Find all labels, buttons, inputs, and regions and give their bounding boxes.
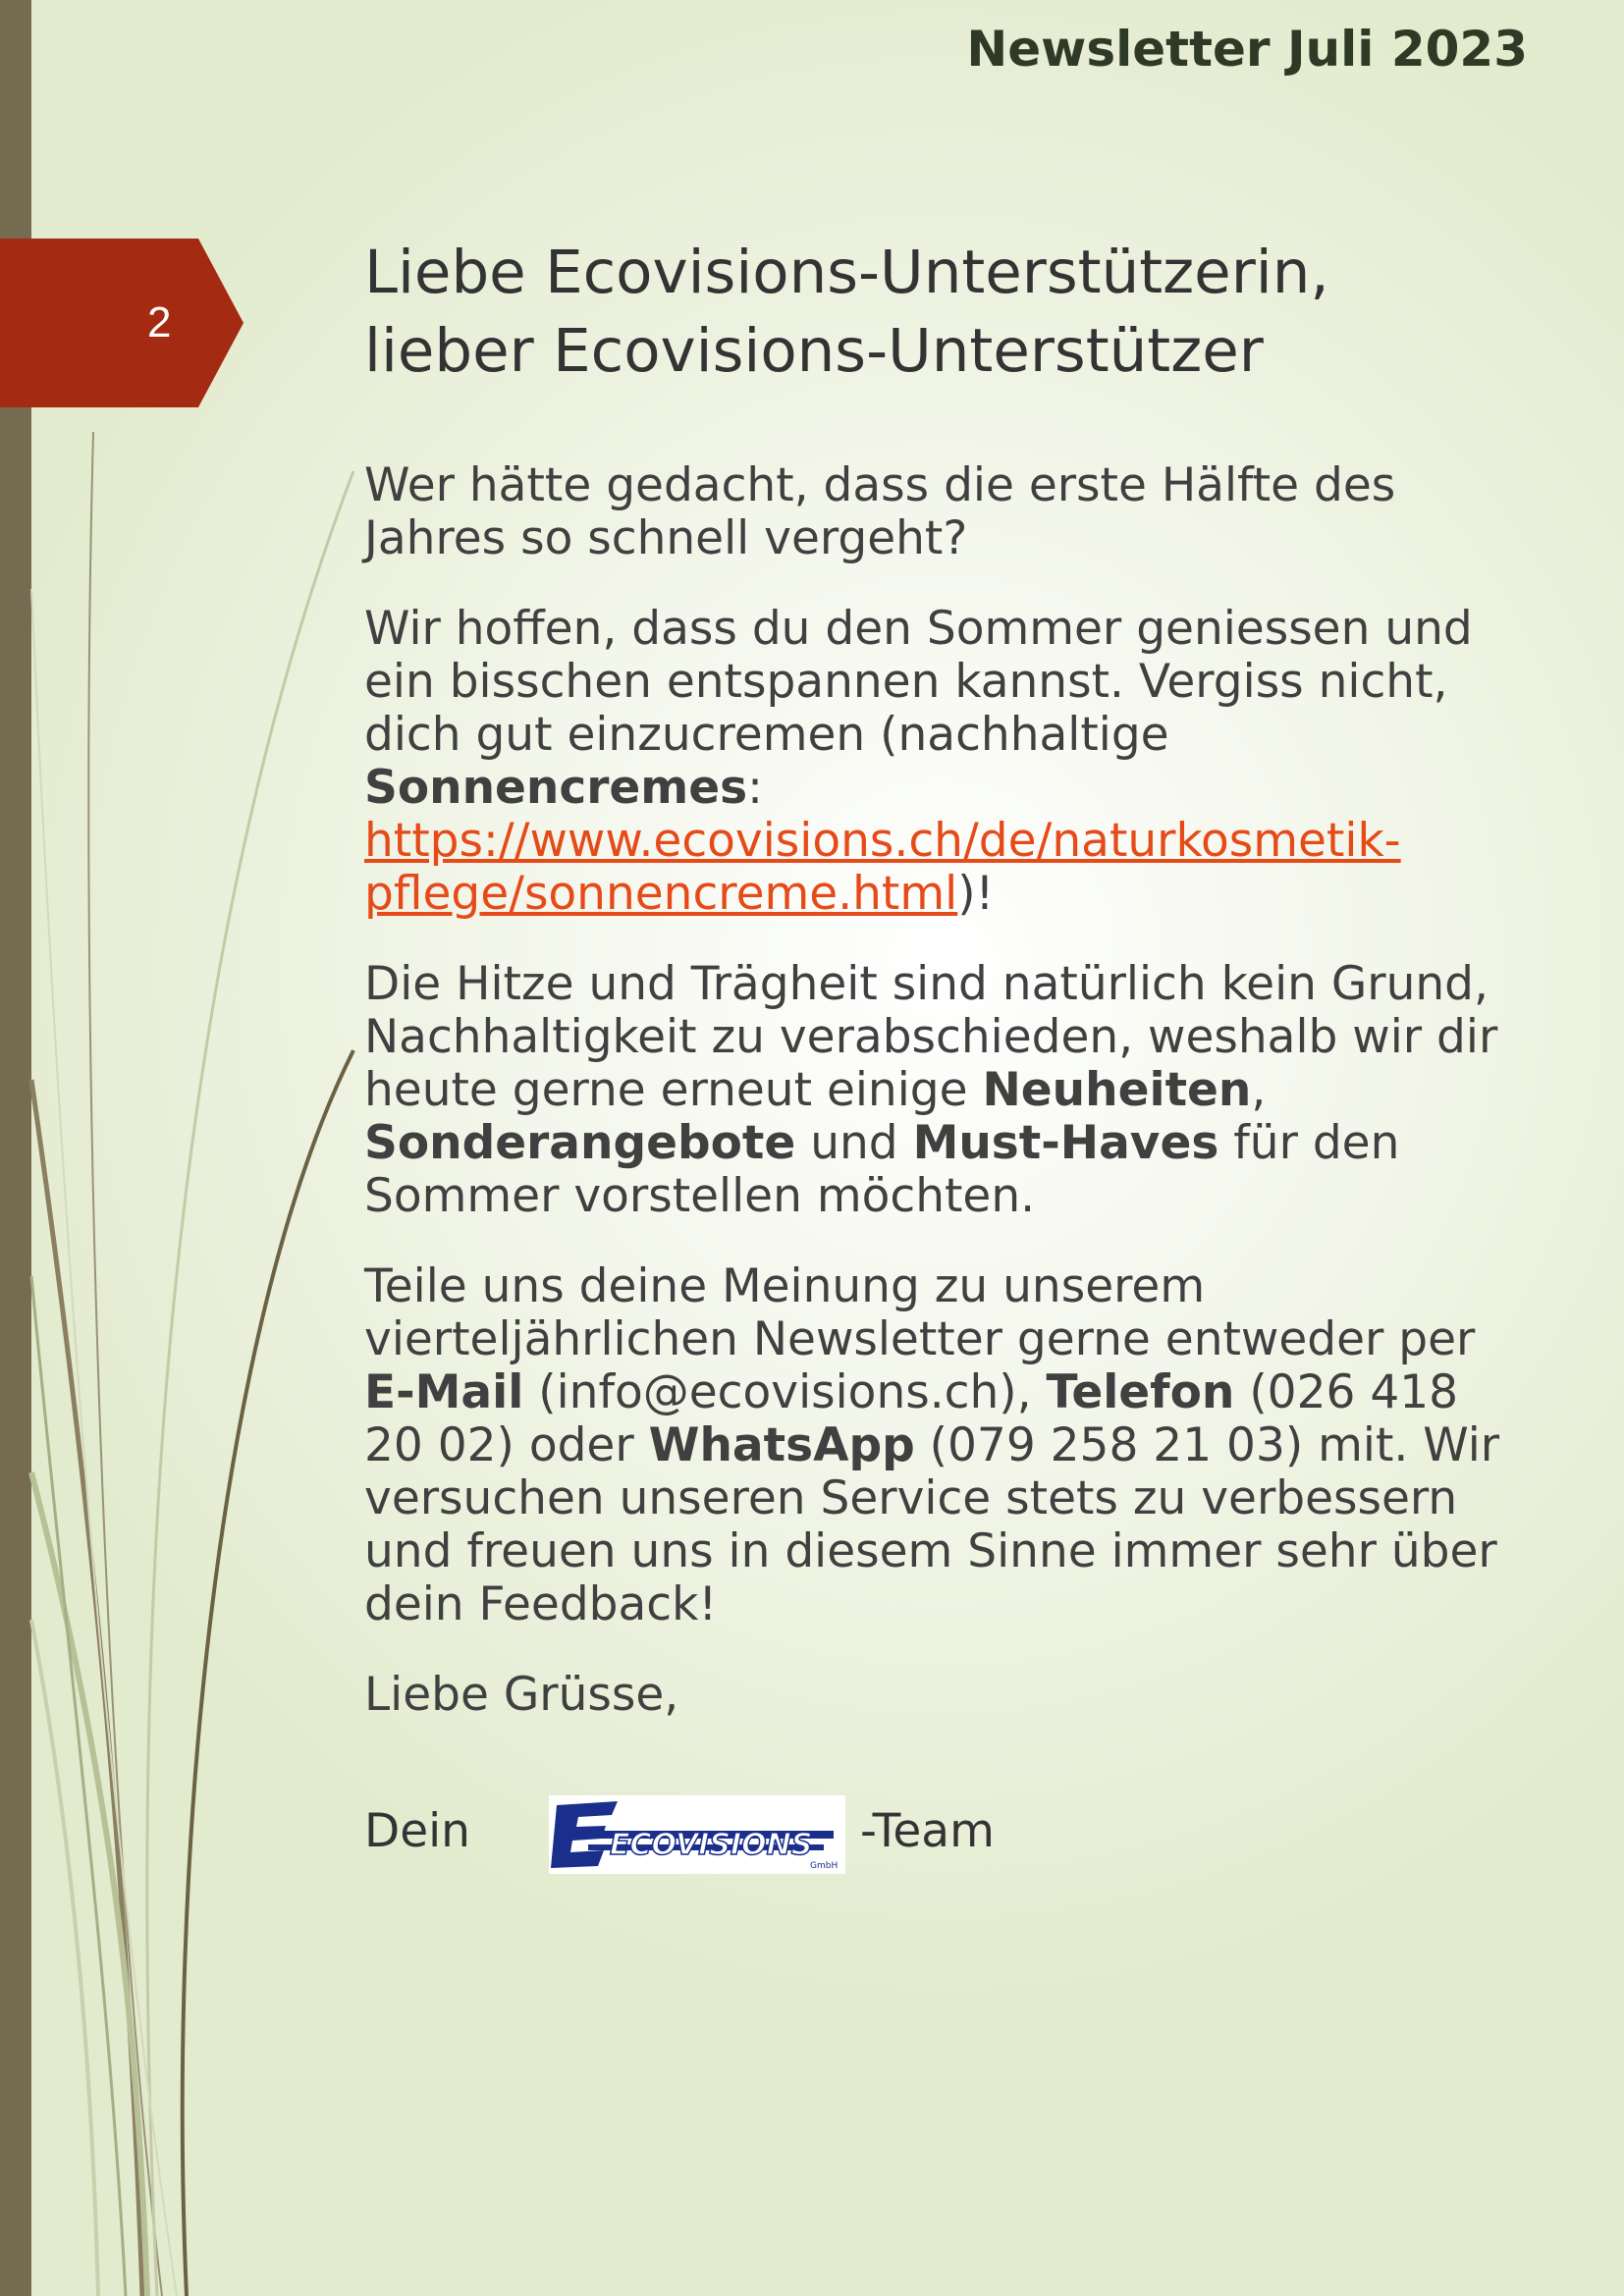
- page-number: 2: [147, 298, 172, 347]
- paragraph-text: ,: [1251, 1063, 1267, 1117]
- newsletter-body: [364, 459, 1508, 1759]
- logo-gmbh: GmbH: [810, 1861, 839, 1871]
- sunscreen-link[interactable]: https://www.ecovisions.ch/de/naturkosmetik-pflege/sonnencreme.html: [364, 814, 1401, 921]
- paragraph-text: Die Hitze und Trägheit sind natürlich kein Grund, Nachhaltigkeit zu verabschieden, weshalb wir dir heute gerne erneut einige: [364, 957, 1498, 1117]
- paragraph-intro: Wer hätte gedacht, dass die erste Hälfte des Jahres so schnell vergeht?: [364, 458, 1396, 565]
- logo-wordmark: ECOVISIONS: [610, 1828, 813, 1862]
- paragraph-text: (026 418 20 02) oder: [364, 1365, 1459, 1472]
- paragraph-text: Wir hoffen, dass du den Sommer geniessen und ein bisschen entspannen kannst. Vergiss nicht, dich gut einzucremen (nachhaltige: [364, 602, 1473, 762]
- paragraph-text: und: [795, 1116, 913, 1170]
- bold-sonderangebote: Sonderangebote: [364, 1116, 796, 1170]
- paragraph-sunscreen: [364, 603, 1508, 921]
- bold-must-haves: Must-Haves: [912, 1116, 1219, 1170]
- signoff-team: -Team: [860, 1804, 995, 1858]
- paragraph-text: (info@ecovisions.ch),: [523, 1365, 1047, 1419]
- signoff-dein: Dein: [364, 1804, 470, 1858]
- paragraph-greetings: Liebe Grüsse,: [364, 1668, 679, 1722]
- paragraph-text: (079 258 21 03) mit. Wir versuchen unseren Service stets zu verbessern und freuen uns in diesem Sinne immer sehr über dein Feedback!: [364, 1418, 1500, 1631]
- greeting-line-1: Liebe Ecovisions-Unterstützerin,: [364, 238, 1329, 307]
- paragraph-text: für den Sommer vorstellen möchten.: [364, 1116, 1400, 1223]
- paragraph-text: )!: [957, 867, 995, 921]
- paragraph-feedback: [364, 1260, 1508, 1631]
- bold-telefon: Telefon: [1046, 1365, 1235, 1419]
- greeting-line-2: lieber Ecovisions-Unterstützer: [364, 316, 1264, 386]
- page-number-tab: [0, 239, 244, 407]
- paragraph-summer-offers: [364, 958, 1508, 1223]
- bold-email: E-Mail: [364, 1365, 524, 1419]
- greeting-heading: [364, 234, 1543, 391]
- bold-neuheiten: Neuheiten: [982, 1063, 1252, 1117]
- newsletter-title: Newsletter Juli 2023: [966, 21, 1528, 78]
- signoff-row: [364, 1792, 1150, 1877]
- ecovisions-logo: [549, 1795, 845, 1874]
- bold-sonnencremes: Sonnencremes: [364, 761, 748, 815]
- paragraph-text: :: [747, 761, 763, 815]
- paragraph-text: Teile uns deine Meinung zu unserem vierteljährlichen Newsletter gerne entweder per: [364, 1259, 1476, 1366]
- bold-whatsapp: WhatsApp: [648, 1418, 915, 1472]
